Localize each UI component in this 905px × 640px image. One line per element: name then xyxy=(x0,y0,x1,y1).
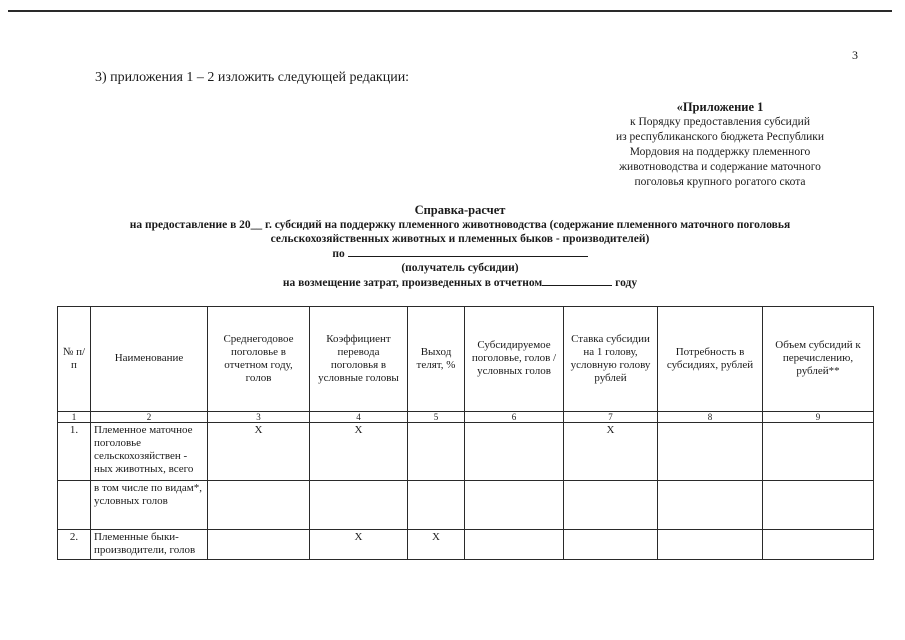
appendix-block xyxy=(590,100,850,190)
header-cell: Коэффициент перевода поголовья в условные головы xyxy=(310,307,408,412)
row-number xyxy=(58,481,91,529)
table-cell xyxy=(763,481,874,529)
header-cell: Наименование xyxy=(91,307,208,412)
header-cell: Объем субсидий к перечислению, рублей** xyxy=(763,307,874,412)
document-heading xyxy=(40,203,880,290)
appendix-line: животноводства и содержание маточного xyxy=(619,161,821,173)
column-number: 6 xyxy=(465,411,564,422)
table-cell: X xyxy=(310,529,408,559)
heading-title: Справка-расчет xyxy=(414,203,506,217)
row-number: 1. xyxy=(58,422,91,480)
table-cell xyxy=(763,529,874,559)
column-number-row xyxy=(58,411,874,422)
table-cell xyxy=(208,529,310,559)
header-row xyxy=(58,307,874,412)
recipient-line xyxy=(40,247,880,262)
header-cell: Выход телят, % xyxy=(408,307,465,412)
table-cell: X xyxy=(310,422,408,480)
header-cell: Среднегодовое поголовье в отчетном году, голов xyxy=(208,307,310,412)
row-name: Племенные быки-производители, голов xyxy=(91,529,208,559)
recipient-caption: (получатель субсидии) xyxy=(401,262,519,274)
column-number: 4 xyxy=(310,411,408,422)
row-name: в том числе по видам*, условных голов xyxy=(91,481,208,529)
header-cell: Субсидируемое поголовье, голов / условных голов xyxy=(465,307,564,412)
table-cell: X xyxy=(408,529,465,559)
column-number: 1 xyxy=(58,411,91,422)
table-cell xyxy=(658,481,763,529)
table-row xyxy=(58,481,874,529)
table-row xyxy=(58,529,874,559)
line3-prefix: на возмещение затрат, произведенных в отчетном xyxy=(282,276,543,289)
column-number: 3 xyxy=(208,411,310,422)
appendix-title: «Приложение 1 xyxy=(676,100,764,114)
header-cell: № п/п xyxy=(58,307,91,412)
by-label: по xyxy=(332,247,345,260)
header-cell: Ставка субсидии на 1 голову, условную голову рублей xyxy=(564,307,658,412)
row-name: Племенное маточное поголовье сельскохозяйствен - ных животных, всего xyxy=(91,422,208,480)
year-blank xyxy=(542,285,612,286)
page-number: 3 xyxy=(852,48,858,62)
table-cell xyxy=(408,422,465,480)
column-number: 7 xyxy=(564,411,658,422)
table-cell: X xyxy=(564,422,658,480)
table-cell xyxy=(564,481,658,529)
appendix-line: поголовья крупного рогатого скота xyxy=(634,176,806,188)
column-number: 2 xyxy=(91,411,208,422)
table-cell xyxy=(658,529,763,559)
recipient-blank xyxy=(348,256,588,257)
table-cell xyxy=(310,481,408,529)
table-cell xyxy=(408,481,465,529)
appendix-line: к Порядку предоставления субсидий xyxy=(630,116,810,128)
column-number: 5 xyxy=(408,411,465,422)
table-cell xyxy=(465,422,564,480)
appendix-line: из республиканского бюджета Республики xyxy=(615,131,825,143)
column-number: 8 xyxy=(658,411,763,422)
table-row xyxy=(58,422,874,480)
table-cell xyxy=(208,481,310,529)
header-cell: Потребность в субсидиях, рублей xyxy=(658,307,763,412)
subsidy-table xyxy=(57,306,874,560)
row-number: 2. xyxy=(58,529,91,559)
table-cell xyxy=(465,481,564,529)
heading-line-1: на предоставление в 20__ г. субсидий на поддержку племенного животноводства (содержание племенного маточного поголовья xyxy=(129,218,791,231)
line3-suffix: году xyxy=(615,276,638,289)
top-rule xyxy=(8,10,892,12)
table-cell xyxy=(658,422,763,480)
column-number: 9 xyxy=(763,411,874,422)
table-cell xyxy=(763,422,874,480)
heading-line-3 xyxy=(40,276,880,291)
table-cell xyxy=(465,529,564,559)
table-cell: X xyxy=(208,422,310,480)
intro-text: 3) приложения 1 – 2 изложить следующей редакции: xyxy=(95,70,410,85)
table-cell xyxy=(564,529,658,559)
appendix-line: Мордовия на поддержку племенного xyxy=(629,146,811,158)
heading-line-2: сельскохозяйственных животных и племенных быков - производителей) xyxy=(270,233,650,245)
